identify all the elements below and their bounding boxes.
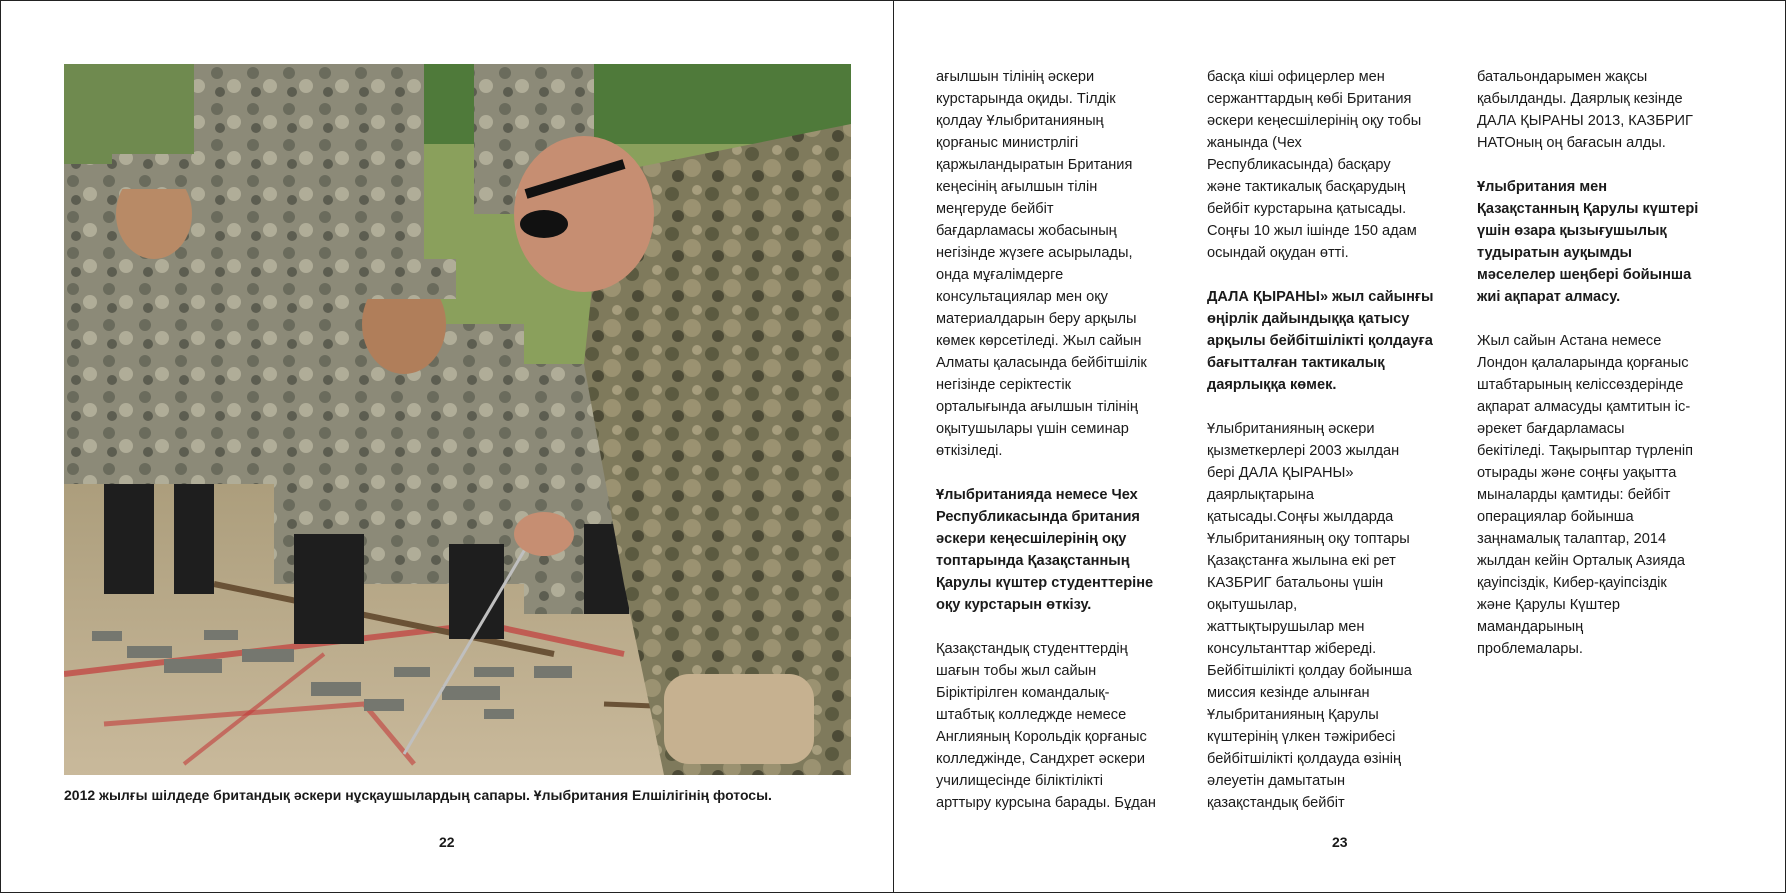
page-number-left: 22 (439, 834, 455, 850)
page-divider (893, 1, 894, 892)
paragraph: Қазақстандық студенттердің шағын тобы жыл сайын Біріктірілген командалық- штабтық колледжде немесе Англияның Корольдік қорғаныс колледжінде, Сандхрет әскери училищесінде біліктілікті арттыру курсына барады. Бұдан (936, 641, 1156, 811)
soldiers-photo (64, 64, 851, 775)
paragraph: батальондарымен жақсы қабылданды. Даярлық кезінде ДАЛА ҚЫРАНЫ 2013, КАЗБРИГ НАТОның оң бағасын алды. (1477, 69, 1693, 151)
paragraph: басқа кіші офицерлер мен сержанттардың көбі Британия әскери кеңесшілерінің оқу тобы жанында (Чех Республикасында) басқару және тактикалық басқарудың бейбіт курстарына қатысады. Соңғы 10 жыл ішінде 150 адам осындай оқудан өтті. (1207, 69, 1422, 261)
paragraph: ағылшын тілінің әскери курстарында оқиды. Тілдік қолдау Ұлыбританияның қорғаныс министрлігі қаржыландыратын Британия кеңесінің ағылшын тілін меңгеруде бейбіт бағдарламасы жобасының негізінде жүзеге асырылады, онда мұғалімдерге консультациялар мен оқу материалдарын беру арқылы көмек көрсетіледі. Жыл сайын Алматы қаласында бейбітшілік негізінде серіктестік орталығында ағылшын тілінің оқытушылары үшін семинар өткізіледі. (936, 69, 1147, 459)
page-number-right: 23 (1332, 834, 1348, 850)
text-column-1 (936, 66, 1188, 836)
paragraph: Жыл сайын Астана немесе Лондон қалаларында қорғаныс штабтарының келіссөздерінде ақпарат алмасуды қамтитын іс- әрекет бағдарламасы бекітіледі. Тақырыптар түрленіп отырады және соңғы уақытта мыналарды қамтиды: бейбіт операциялар бойынша заңнамалық талаптар, 2014 жылдан кейін Орталық Азияда қауіпсіздік, Кибер-қауіпсіздік және Қарулы Күштер мамандарының проблемалары. (1477, 333, 1694, 657)
photo-caption: 2012 жылғы шілдеде британдық әскери нұсқаушылардың сапары. Ұлыбритания Елшілігінің фотосы. (64, 787, 772, 803)
photo-illustration (64, 64, 851, 775)
section-heading: Ұлыбританияда немесе Чех Республикасында британия әскери кеңесшілерінің оқу топтарында Қазақстанның Қарулы күштер студенттеріне оқу курстарын өткізу. (936, 487, 1154, 613)
text-column-3 (1477, 66, 1729, 682)
text-column-2 (1207, 66, 1459, 836)
section-heading: Ұлыбритания мен Қазақстанның Қарулы күштері үшін өзара қызығушылық тудыратын ауқымды мәселелер шеңбері бойынша жиі ақпарат алмасу. (1477, 179, 1699, 305)
paragraph: Ұлыбританияның әскери қызметкерлері 2003 жылдан бері ДАЛА ҚЫРАНЫ» даярлықтарына қатысады.Соңғы жылдарда Ұлыбританияның оқу топтары Қазақстанға жылына екі рет КАЗБРИГ батальоны үшін оқытушылар, жаттықтырушылар мен консультанттар жібереді. Бейбітшілікті қолдау бойынша миссия кезінде алынған Ұлыбританияның Қарулы күштерінің үлкен тәжірибесі бейбітшілікті қолдауда өзінің әлеуетін дамытатын қазақстандық бейбіт (1207, 421, 1412, 811)
section-heading: ДАЛА ҚЫРАНЫ» жыл сайынғы өңірлік дайындыққа қатысу арқылы бейбітшілікті қолдауға бағытталған тактикалық даярлыққа көмек. (1207, 289, 1434, 393)
